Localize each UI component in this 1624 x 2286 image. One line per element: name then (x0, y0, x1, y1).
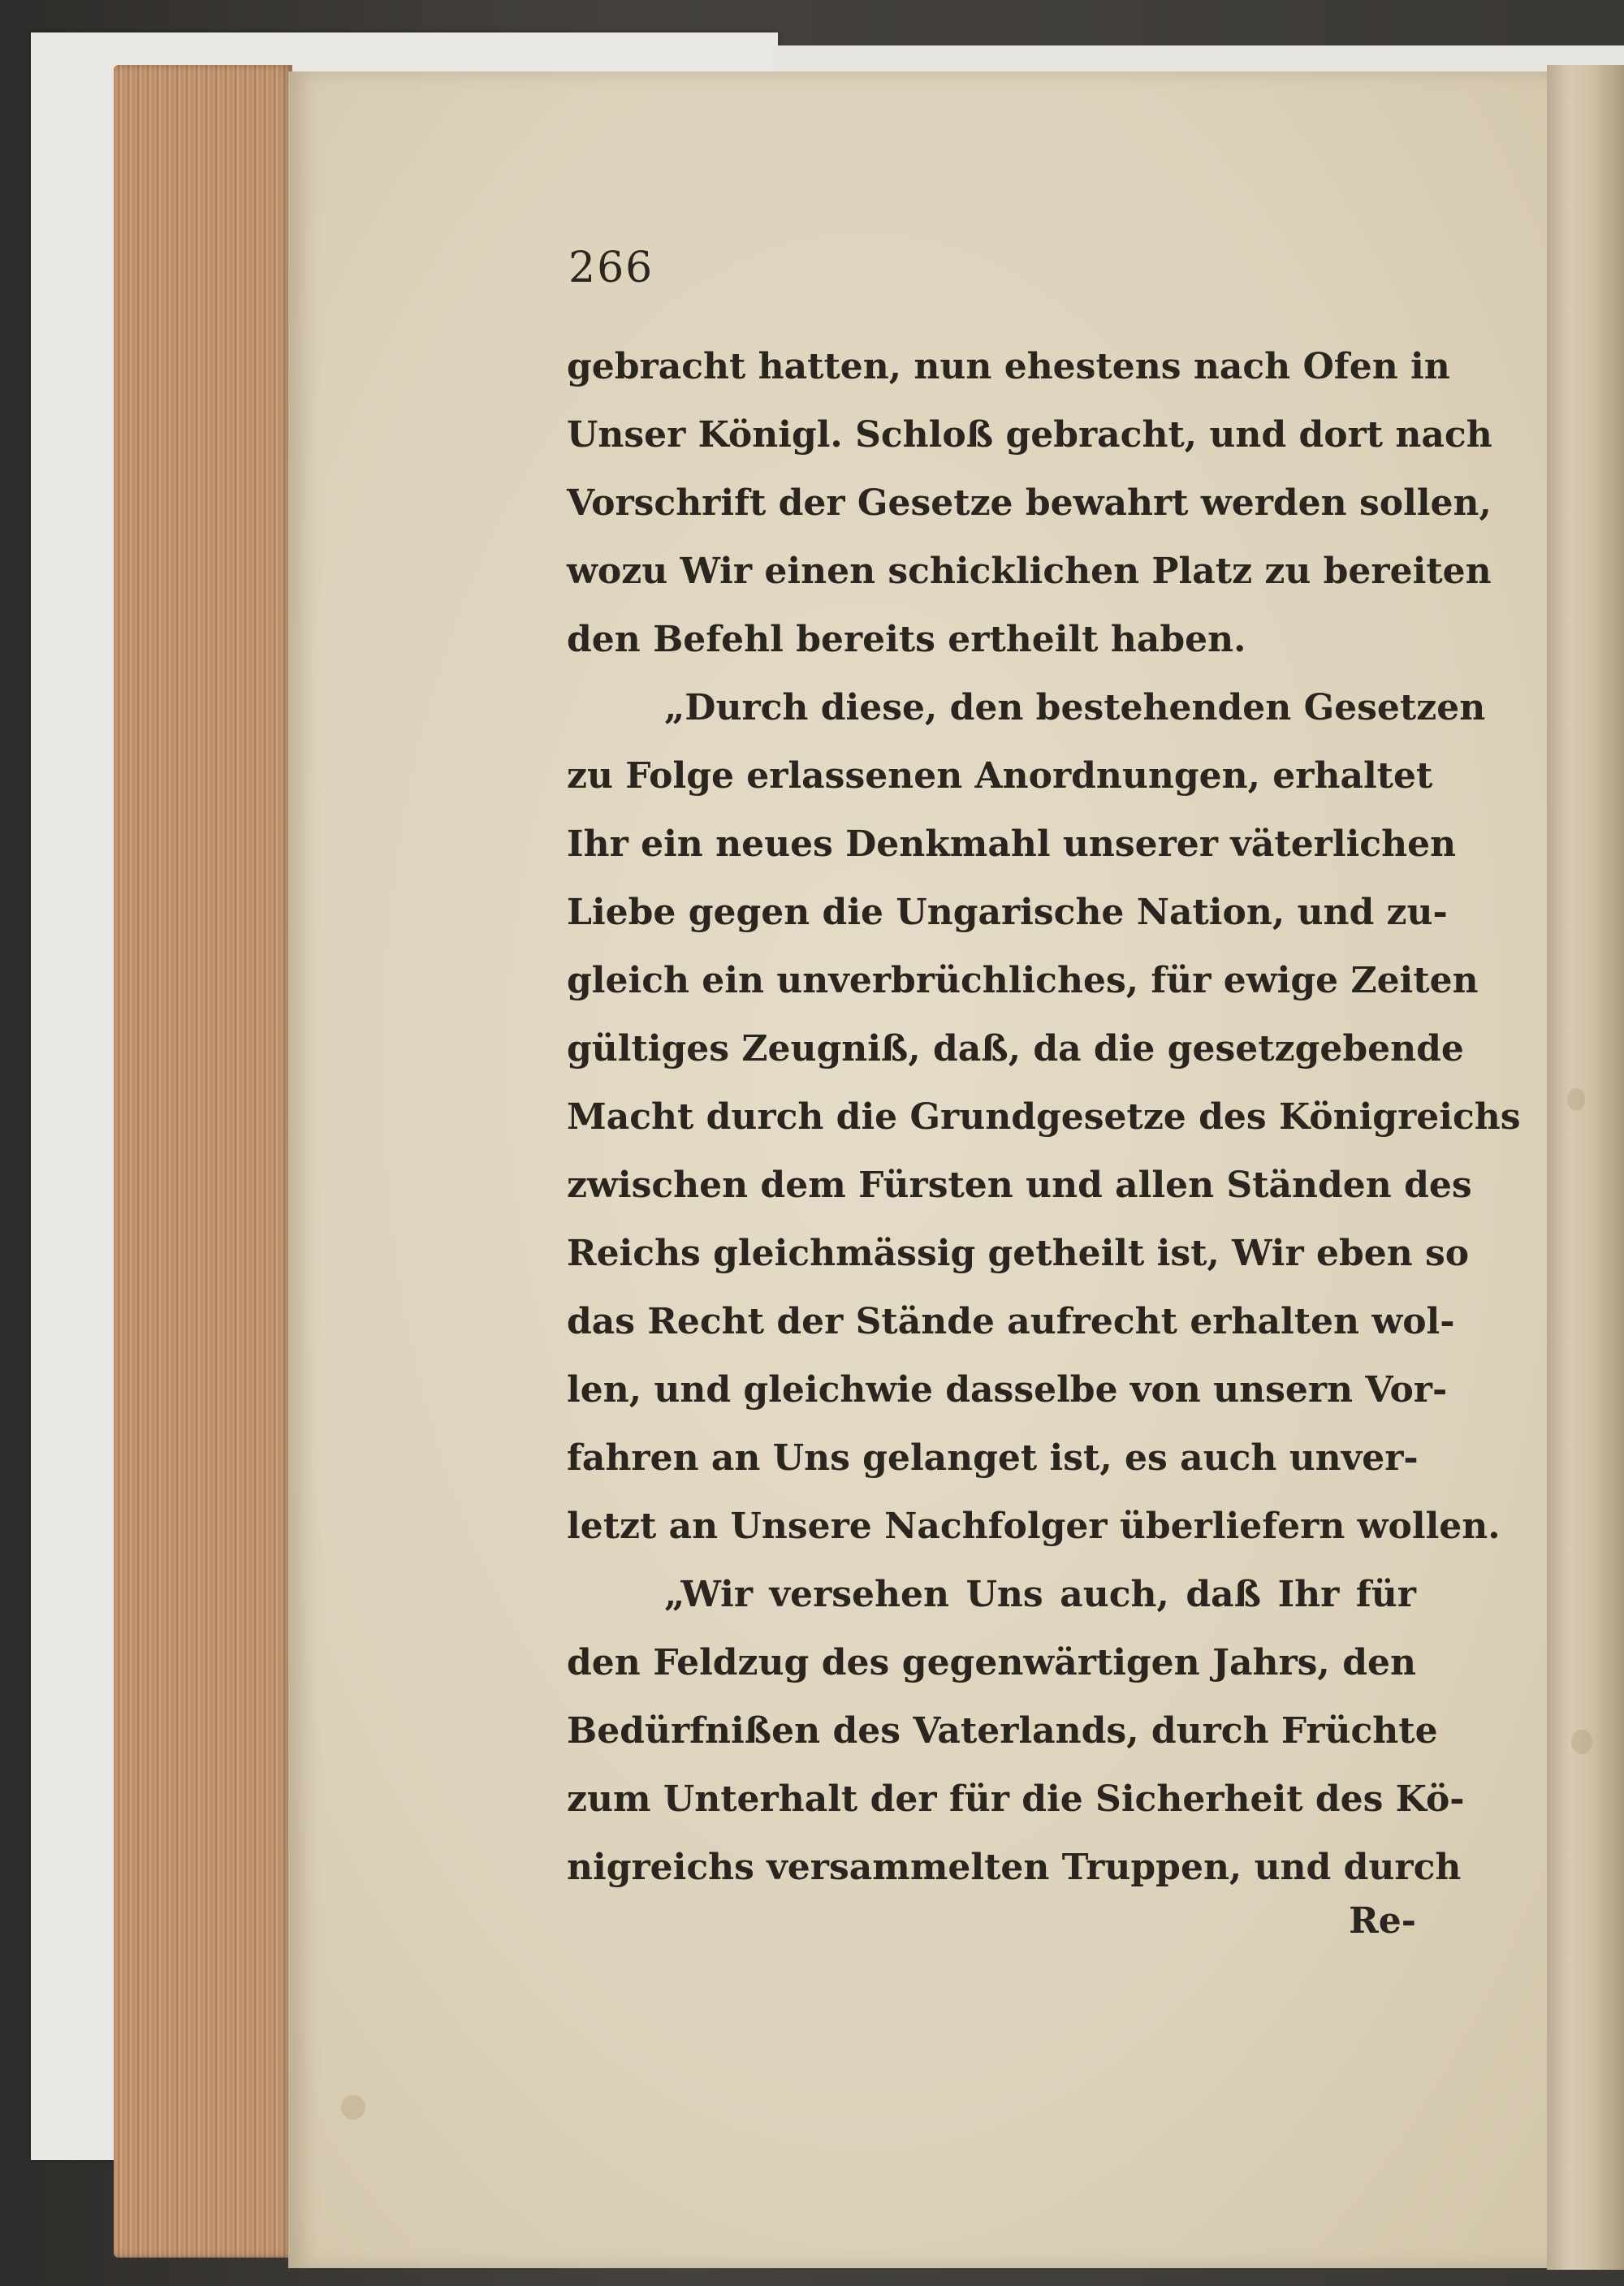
text-line: Bedürfnißen des Vaterlands, durch Früchte (567, 1710, 1438, 1752)
text-line: wozu Wir einen schicklichen Platz zu bereiten (567, 551, 1492, 592)
text-line: zwischen dem Fürsten und allen Ständen des (567, 1165, 1472, 1206)
text-line: das Recht der Stände aufrecht erhalten wol- (567, 1301, 1455, 1342)
text-line: nigreichs versammelten Truppen, und durch (567, 1847, 1462, 1888)
text-line: den Befehl bereits ertheilt haben. (567, 619, 1246, 660)
page-fore-edge (114, 65, 292, 2258)
text-line: zu Folge erlassenen Anordnungen, erhaltet (567, 755, 1433, 797)
text-line: Reichs gleichmässig getheilt ist, Wir eben so (567, 1233, 1470, 1274)
text-line: Vorschrift der Gesetze bewahrt werden sollen, (567, 482, 1492, 524)
text-line: „Durch diese, den bestehenden Gesetzen (664, 687, 1486, 728)
text-line: len, und gleichwie dasselbe von unsern Vor- (567, 1369, 1448, 1411)
text-line: gültiges Zeugniß, daß, da die gesetzgebende (567, 1028, 1464, 1070)
text-line: Unser Königl. Schloß gebracht, und dort nach (567, 414, 1492, 456)
text-line: Macht durch die Grundgesetze des Königreichs (567, 1096, 1521, 1138)
paper-stain (341, 2095, 365, 2120)
text-line: Liebe gegen die Ungarische Nation, und zu- (567, 892, 1448, 933)
text-line: gleich ein unverbrüchliches, für ewige Zeiten (567, 960, 1479, 1001)
text-line: gebracht hatten, nun ehestens nach Ofen in (567, 346, 1450, 387)
body-text (567, 333, 1521, 1902)
text-line: Ihr ein neues Denkmahl unserer väterlichen (567, 823, 1457, 865)
catchword: Re- (1349, 1900, 1416, 1942)
book-gutter (1547, 65, 1624, 2270)
book-top-edge (771, 45, 1624, 73)
text-line: fahren an Uns gelanget ist, es auch unver- (567, 1437, 1419, 1479)
paper-stain (1567, 1088, 1585, 1111)
text-line: letzt an Unsere Nachfolger überliefern wollen. (567, 1506, 1501, 1547)
text-line: den Feldzug des gegenwärtigen Jahrs, den (567, 1642, 1416, 1683)
text-line: zum Unterhalt der für die Sicherheit des Kö- (567, 1778, 1465, 1820)
page-number: 266 (568, 244, 654, 292)
paper-stain (1571, 1730, 1592, 1754)
text-line: „Wir versehen Uns auch, daß Ihr für (664, 1574, 1416, 1615)
